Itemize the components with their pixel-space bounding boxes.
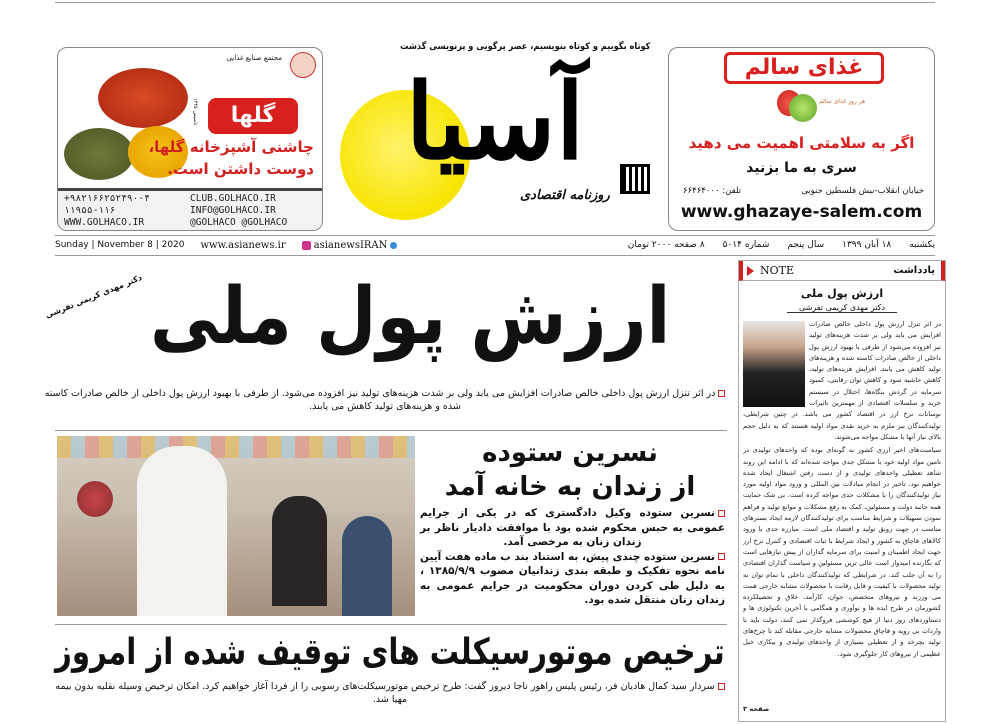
infobar-bottom-rule	[55, 255, 935, 256]
masthead-logo: آسیا	[405, 60, 585, 183]
author-portrait	[743, 321, 805, 407]
woman-figure	[137, 446, 227, 616]
sotoudeh-photo[interactable]	[57, 436, 415, 616]
pages-price: ۸ صفحه ۲۰۰۰ تومان	[627, 240, 705, 250]
note-body: در اثر تنزل ارزش پول داخلی خالص صادرات افزایش می یابد ولی بر شدت هزینه‌های تولید نیز افزوده می‌شود از طرفی با بهبود ارزش پول داخلی از خالص صادرات کاسته شده و هزینه‌های تولید کاهش می یابند. افزایش هزینه‌های تولید، کاهش حاشیه سود و کاهش توان رقابتی، کمبود سرمایه در گردش بنگاه‌ها، اختلال در سیستم خرید و سلسلات اقتصادی از مهمترین تاثیرات نوسانات نرخ ارز در اقتصاد کشور می باشد. در چنین شرایطی، تولیدکنندگان نیز ملزم به خرید نقدی مواد اولیه هستند که به دلیل حجم بالای نیاز آنها با مشکل مواجه می‌شوند. سیاست‌های اخیر ارزی کشور به گونه‌ای بوده که واحدهای تولیدی در تامین مواد اولیه خود با مشکل جدی مواجه شده‌اند که با ادامه این روند شاهد تعطیلی واحدهای تولیدی و از دست رفتن اشتغال ایجاد شده خواهیم بود. تاخیر در انجام مبادلات بین المللی و ورود مواد اولیه مورد نیاز تولیدکنندگان را با مشکلات جدی مواجه کرده است. بی شک حمایت همه جانبه دولت و مسئولین، کمک به رفع مشکلات و موانع تولید و فراهم نمودن تسهیلات و شرایط مناسب برای تولیدکنندگان لازمه ایجاد بسترهای مناسب در جهت رونق تولید و اقتصاد ملی است. مبارزه جدی با ورود کالاهای قاچاق به کشور و ایجاد شرایط با ثبات اقتصادی و کنترل نرخ ارز جهت ایجاد اطمینان و امنیت برای سرمایه گذاران از پیش نیازهایی است که نگارنده امیدوار است عالی ترین مسئولین و سیاست گذاران اقتصادی را به آن جلب کند. در شرایطی که تولیدکنندگان داخلی با تمام توان به تولید محصولات با کیفیت و قابل رقابت با محصولات مشابه خارجی همت می ورزند و نیروهای متخصص، جوان، کارآمد، خلاق و تحصیلکرده کشورمان در طرح ایده ها و نوآوری و همگامی با آخرین تکنولوژی ها و دستاوردهای روز دنیا از هیچ کوششی فروگذار نمی کنند، دولت باید با واردات بی رویه و قاچاق محصولات مشابه خارجی مقابله کند تا چرخ‌های تولید بچرخد و از تعطیلی بسیاری از واحدهای تولیدی و بیکاری خیل عظیمی از نیروهای کار جلوگیری شود. صفحه ۳	[739, 319, 945, 716]
masthead-subtitle: روزنامه اقتصادی	[520, 188, 610, 203]
girl-figure	[272, 496, 327, 606]
boy-figure	[342, 516, 392, 616]
sotoudeh-headline: نسرین ستوده از زندان به خانه آمد	[444, 438, 696, 502]
play-arrow-icon	[747, 266, 754, 276]
bullet-square-icon	[718, 683, 725, 690]
section-rule	[55, 430, 727, 431]
website-link[interactable]: www.asianews.ir	[200, 239, 286, 251]
ghazaye-salem-url[interactable]: www.ghazaye-salem.com	[680, 202, 923, 222]
ghazaye-salem-address: خیابان انقلاب-نبش فلسطین جنوبی	[801, 186, 924, 196]
ghazaye-salem-phone: تلفن: ۶۶۴۶۴۰۰۰	[683, 186, 742, 196]
issue-number: شماره ۵۰۱۴	[722, 240, 770, 250]
section-rule	[55, 624, 727, 625]
ghazaye-salem-headline: اگر به سلامتی اهمیت می دهید	[688, 134, 915, 152]
ghazaye-salem-logo: غذای سالم	[724, 52, 884, 84]
bullet-square-icon	[718, 553, 725, 560]
motorcycle-headline: ترخیص موتورسیکلت های توقیف شده از امروز	[55, 632, 725, 673]
motorcycle-lede: سردار سید کمال هادیان فر، رئیس پلیس راهور ناجا دیروز گفت: طرح ترخیص موتورسیکلت‌های رسوبی را از فردا آغاز خواهیم کرد. امکان ترخیص وسیله نقلیه بدون بیمه مهیا شد.	[55, 680, 725, 706]
golha-advertisement[interactable]	[57, 47, 323, 231]
bunting-decoration	[57, 436, 415, 458]
bullet-square-icon	[718, 510, 725, 517]
golha-slogan: چاشنی آشپزخانه گلها، دوست داشتن است.	[148, 138, 314, 178]
chef-mascot-icon	[290, 52, 316, 78]
weekday: یکشنبه	[909, 240, 935, 250]
qr-code-icon[interactable]	[620, 164, 650, 194]
golha-contacts: +۹۸۲۱۶۶۲۵۲۴۹۰-۴ CLUB.GOLHACO.IR ۱۱۹۵۵-۱۱۶ INFO@GOLHACO.IR WWW.GOLHACO.IR @GOLHACO @GOLHACO	[58, 188, 322, 230]
ghazaye-salem-advertisement[interactable]	[668, 47, 935, 231]
note-header	[739, 261, 945, 281]
note-title[interactable]: ارزش پول ملی	[800, 287, 884, 300]
golha-logo: گلها	[208, 98, 298, 134]
continued-page[interactable]: صفحه ۳	[743, 705, 770, 714]
top-rule	[55, 2, 935, 3]
sotoudeh-body: نسرین ستوده وکیل دادگستری که در یکی از جرایم عمومی به حبس محکوم شده بود با موافقت دادیار ناظر بر زندان زنان به مرخصی آمد. نسرین ستوده چندی پیش، به استناد بند ب ماده هفت آیین نامه نحوه تفکیک و طبقه بندی زندانیان مصوب ۱۳۸۵/۹/۹ ، به دلیل طی کردن دوران محکومیت در جرایم عمومی به زندان زنان منتقل شده بود.	[420, 507, 725, 606]
lead-headline: ارزش پول ملی	[149, 272, 670, 362]
lead-lede: در اثر تنزل ارزش پول داخلی خالص صادرات افزایش می یابد ولی بر شدت هزینه‌های تولید نیز افزوده می‌شود. از طرفی با بهبود ارزش پول داخلی از خالص صادرات کاسته شده و هزینه‌های تولید کاهش می یابند.	[40, 387, 730, 413]
infobar-top-rule	[55, 235, 935, 236]
herbs-spoon-image	[64, 128, 134, 180]
masthead-slogan: کوتاه بگوییم و کوتاه بنویسیم، عصر پرگویی و پرنویسی گذشت	[399, 42, 650, 52]
ghazaye-salem-tagline: هر روز غذای سالم	[819, 98, 866, 105]
english-date: Sunday | November 8 | 2020	[55, 240, 185, 250]
flower-vase	[77, 481, 113, 517]
lead-byline: دکتر مهدی کریمی تفرشی	[44, 272, 144, 321]
note-column	[738, 260, 946, 722]
issue-info-bar	[55, 237, 935, 253]
publication-year: سال پنجم	[787, 240, 825, 250]
bullet-square-icon	[718, 390, 725, 397]
ghazaye-salem-subhead: سری به ما بزنید	[746, 160, 857, 176]
golha-company: مجتمع صنایع غذایی	[226, 54, 282, 62]
verified-icon	[390, 242, 397, 249]
persian-date: ۱۸ آبان ۱۳۹۹	[842, 240, 892, 250]
paprika-spoon-image	[98, 68, 188, 128]
golha-founded: تاسیس ۱۳۴۵	[192, 98, 198, 126]
note-label-fa: یادداشت	[893, 265, 935, 276]
note-author: دکتر مهدی کریمی تفرشی	[787, 303, 897, 313]
green-apple-image	[789, 94, 817, 122]
note-label-en: NOTE	[760, 264, 795, 277]
instagram-icon	[302, 241, 311, 250]
instagram-handle: asianewsIRAN	[302, 240, 398, 251]
